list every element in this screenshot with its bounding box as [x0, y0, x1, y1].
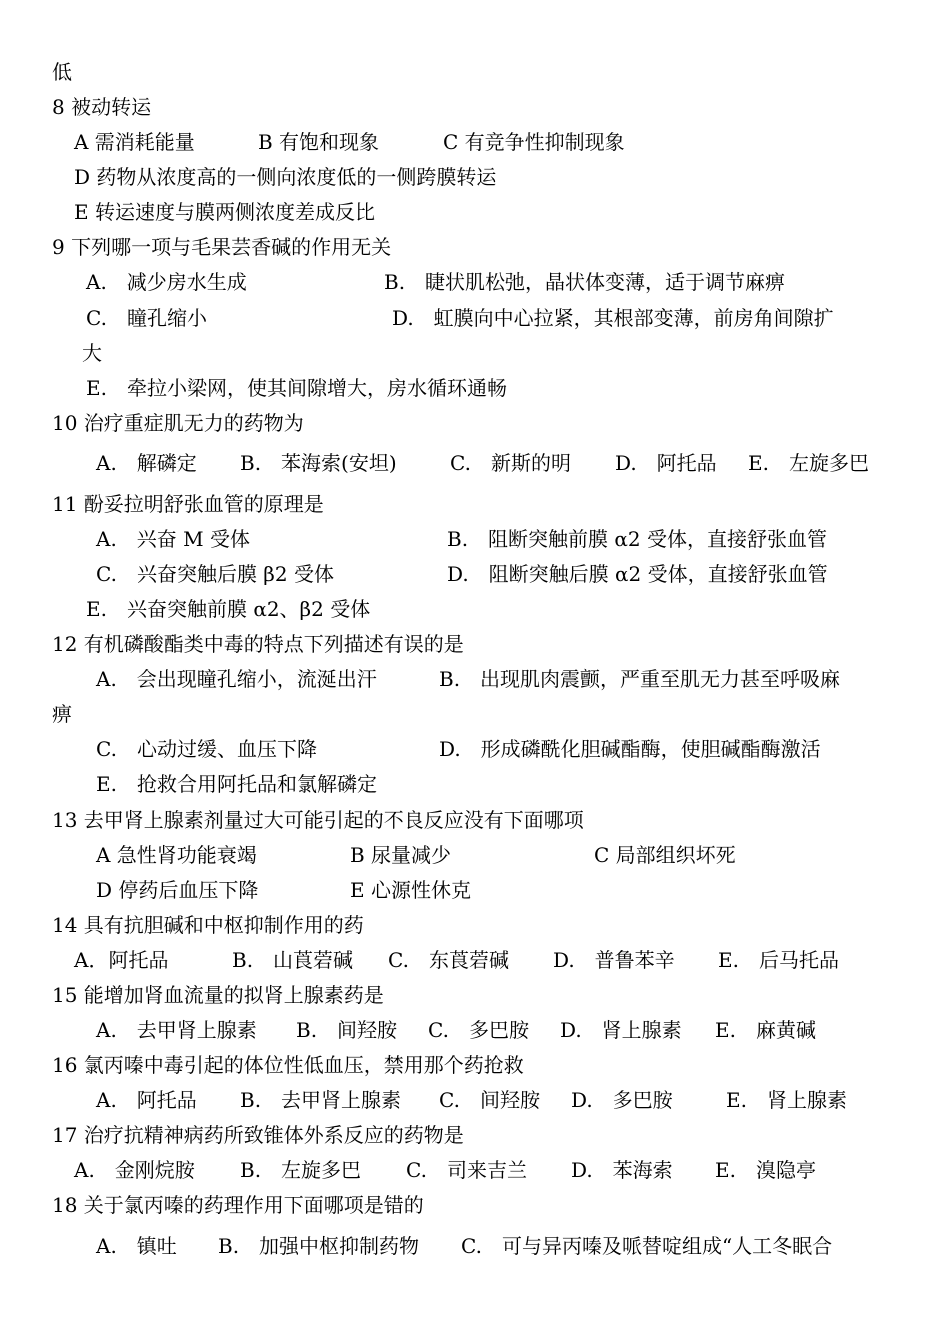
- q17-option-c: C. 司来吉兰: [406, 1158, 527, 1182]
- question-17: 17 治疗抗精神病药所致锥体外系反应的药物是: [52, 1123, 464, 1147]
- q13-option-b: B 尿量减少: [350, 843, 452, 867]
- q14-option-e: E. 后马托品: [718, 948, 839, 972]
- q9-option-d: D. 虹膜向中心拉紧，其根部变薄，前房角间隙扩: [392, 306, 834, 330]
- q10-option-b: B. 苯海索(安坦): [240, 451, 397, 475]
- q10-option-d: D. 阿托品: [615, 451, 717, 475]
- q14-option-b: B. 山莨菪碱: [232, 948, 354, 972]
- question-15: 15 能增加肾血流量的拟肾上腺素药是: [52, 983, 384, 1007]
- q16-option-a: A. 阿托品: [96, 1088, 197, 1112]
- q8-option-a: A 需消耗能量: [74, 130, 195, 154]
- q12-option-b: B. 出现肌肉震颤，严重至肌无力甚至呼吸麻: [439, 667, 841, 691]
- q15-option-b: B. 间羟胺: [296, 1018, 398, 1042]
- q16-option-e: E. 肾上腺素: [726, 1088, 847, 1112]
- q13-option-c: C 局部组织坏死: [594, 843, 736, 867]
- q17-option-b: B. 左旋多巴: [240, 1158, 362, 1182]
- q16-option-c: C. 间羟胺: [439, 1088, 540, 1112]
- q18-option-b: B. 加强中枢抑制药物: [218, 1234, 420, 1258]
- continued-text: 低: [52, 60, 72, 84]
- q11-option-d: D. 阻断突触后膜 α2 受体，直接舒张血管: [447, 562, 828, 586]
- question-9: 9 下列哪一项与毛果芸香碱的作用无关: [52, 235, 392, 259]
- q13-option-d: D 停药后血压下降: [96, 878, 259, 902]
- q16-option-b: B. 去甲肾上腺素: [240, 1088, 402, 1112]
- question-14: 14 具有抗胆碱和中枢抑制作用的药: [52, 913, 364, 937]
- q17-option-e: E. 溴隐亭: [715, 1158, 816, 1182]
- q8-option-c: C 有竞争性抑制现象: [443, 130, 625, 154]
- q14-option-d: D. 普鲁苯辛: [553, 948, 675, 972]
- q15-option-d: D. 肾上腺素: [560, 1018, 682, 1042]
- q12-option-a: A. 会出现瞳孔缩小，流涎出汗: [96, 667, 377, 691]
- q13-option-a: A 急性肾功能衰竭: [96, 843, 257, 867]
- q17-option-a: A. 金刚烷胺: [74, 1158, 195, 1182]
- q9-option-c: C. 瞳孔缩小: [86, 306, 207, 330]
- question-8: 8 被动转运: [52, 95, 152, 119]
- q12-option-d: D. 形成磷酰化胆碱酯酶，使胆碱酯酶激活: [439, 737, 821, 761]
- q9-option-d-cont: 大: [82, 341, 102, 365]
- q9-option-e: E. 牵拉小梁网，使其间隙增大，房水循环通畅: [86, 376, 507, 400]
- q11-option-e: E. 兴奋突触前膜 α2、β2 受体: [86, 597, 371, 621]
- q10-option-a: A. 解磷定: [96, 451, 197, 475]
- q14-option-c: C. 东莨菪碱: [388, 948, 509, 972]
- q8-option-e: E 转运速度与膜两侧浓度差成反比: [74, 200, 375, 224]
- q15-option-a: A. 去甲肾上腺素: [96, 1018, 257, 1042]
- q17-option-d: D. 苯海索: [571, 1158, 673, 1182]
- q13-option-e: E 心源性休克: [350, 878, 471, 902]
- q15-option-e: E. 麻黄碱: [715, 1018, 816, 1042]
- q15-option-c: C. 多巴胺: [428, 1018, 529, 1042]
- q16-option-d: D. 多巴胺: [571, 1088, 673, 1112]
- q12-option-e: E. 抢救合用阿托品和氯解磷定: [96, 772, 377, 796]
- q8-option-b: B 有饱和现象: [258, 130, 380, 154]
- question-18: 18 关于氯丙嗪的药理作用下面哪项是错的: [52, 1193, 424, 1217]
- q18-option-a: A. 镇吐: [96, 1234, 177, 1258]
- q10-option-e: E. 左旋多巴: [748, 451, 869, 475]
- question-10: 10 治疗重症肌无力的药物为: [52, 411, 304, 435]
- q10-option-c: C. 新斯的明: [450, 451, 571, 475]
- q9-option-a: A. 减少房水生成: [86, 270, 247, 294]
- q12-option-b-cont: 痹: [52, 702, 72, 726]
- question-11: 11 酚妥拉明舒张血管的原理是: [52, 492, 324, 516]
- q12-option-c: C. 心动过缓、血压下降: [96, 737, 317, 761]
- question-16: 16 氯丙嗪中毒引起的体位性低血压，禁用那个药抢救: [52, 1053, 524, 1077]
- q8-option-d: D 药物从浓度高的一侧向浓度低的一侧跨膜转运: [74, 165, 497, 189]
- question-12: 12 有机磷酸酯类中毒的特点下列描述有误的是: [52, 632, 464, 656]
- q11-option-a: A. 兴奋 M 受体: [96, 527, 250, 551]
- q11-option-c: C. 兴奋突触后膜 β2 受体: [96, 562, 334, 586]
- q9-option-b: B. 睫状肌松弛，晶状体变薄，适于调节麻痹: [384, 270, 786, 294]
- q11-option-b: B. 阻断突触前膜 α2 受体，直接舒张血管: [447, 527, 827, 551]
- question-13: 13 去甲肾上腺素剂量过大可能引起的不良反应没有下面哪项: [52, 808, 584, 832]
- q14-option-a: A．阿托品: [74, 948, 169, 972]
- q18-option-c: C. 可与异丙嗪及哌替啶组成“人工冬眠合: [461, 1234, 833, 1258]
